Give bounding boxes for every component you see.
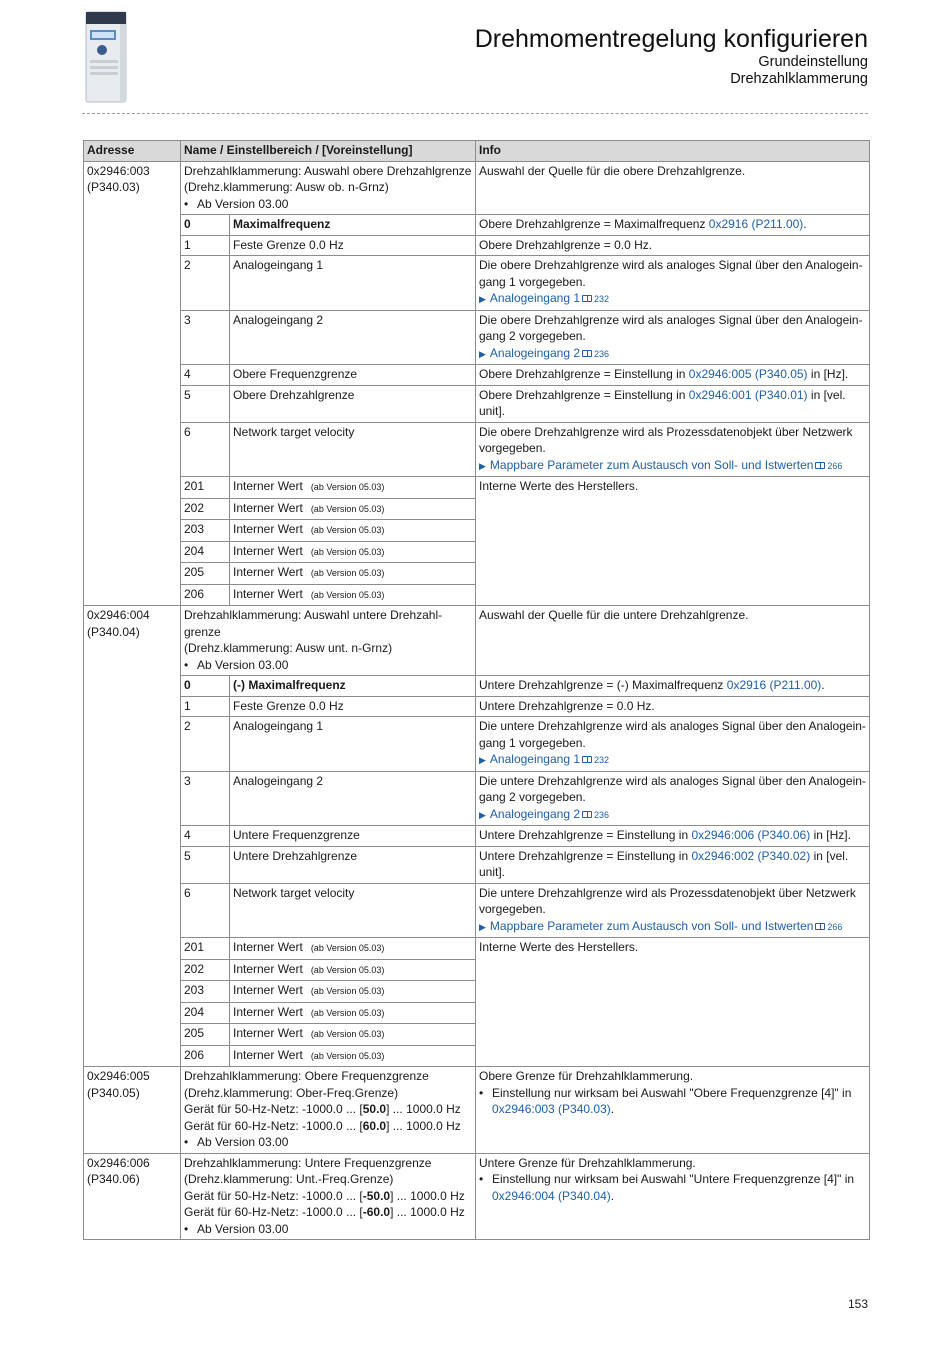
table-row: 2 Analogeingang 1 Die untere Drehzahlgrenze wird als analoges Signal über den Analogein- gang 1 vorgegeben. ▶ Analogeingang 1 232 (84, 717, 870, 772)
table-row (84, 1067, 870, 1154)
table-row: 202 Interner Wert (ab Version 05.03) (84, 959, 870, 981)
book-icon (582, 350, 592, 357)
parameter-link[interactable]: 0x2946:004 (P340.04) (492, 1188, 611, 1203)
cross-reference-link[interactable]: Analogeingang 1 (489, 291, 581, 305)
table-row: 201 Interner Wert (ab Version 05.03) Interne Werte des Herstellers. (84, 938, 870, 960)
book-icon (582, 811, 592, 818)
arrow-right-icon: ▶ (479, 809, 486, 820)
page-header (475, 24, 868, 88)
arrow-right-icon: ▶ (479, 348, 486, 359)
table-row: 206 Interner Wert (ab Version 05.03) (84, 584, 870, 606)
table-row (84, 161, 870, 215)
parameter-link[interactable]: 0x2916 (P211.00) (726, 678, 822, 692)
table-row: 1 Feste Grenze 0.0 Hz Untere Drehzahlgrenze = 0.0 Hz. (84, 696, 870, 717)
table-row: 205 Interner Wert (ab Version 05.03) (84, 1024, 870, 1046)
arrow-right-icon: ▶ (479, 921, 486, 932)
page-title: Drehmomentregelung konfigurieren (474, 25, 868, 53)
parameter-link[interactable]: 0x2946:001 (P340.01) (688, 387, 808, 402)
page-subtitle: Grundeinstellung (758, 54, 868, 70)
address-cell: 0x2946:003 (P340.03) (84, 161, 181, 606)
info-cell: Untere Grenze für Drehzahlklammerung. • Einstellung nur wirksam bei Auswahl "Untere Frequenzgrenze [4]" in 0x2946:004 (P340.04). (476, 1153, 870, 1240)
table-row: 1 Feste Grenze 0.0 Hz Obere Drehzahlgrenze = 0.0 Hz. (84, 235, 870, 256)
info-cell: Auswahl der Quelle für die obere Drehzahlgrenze. (476, 161, 870, 215)
page-subtitle-section: Drehzahlklammerung (730, 71, 868, 87)
book-icon (815, 923, 825, 930)
table-row: 203 Interner Wert (ab Version 05.03) (84, 520, 870, 542)
header-address: Adresse (84, 141, 181, 162)
address-cell: 0x2946:005 (P340.05) (84, 1067, 181, 1154)
name-cell: Drehzahlklammerung: Obere Frequenzgrenze (Drehz.klammerung: Ober-Freq.Grenze) Gerät für 50-Hz-Netz: -1000.0 ... [50.0] ... 1000.0 Hz Gerät für 60-Hz-Netz: -1000.0 ... [60.0] ... 1000.0 Hz • Ab Version 03.00 (181, 1067, 476, 1154)
table-row: 2 Analogeingang 1 Die obere Drehzahlgrenze wird als analoges Signal über den Analogein- gang 1 vorgegeben. ▶ Analogeingang 1 232 (84, 256, 870, 311)
arrow-right-icon: ▶ (479, 755, 486, 765)
table-row: 204 Interner Wert (ab Version 05.03) (84, 1002, 870, 1024)
name-cell: Drehzahlklammerung: Auswahl untere Drehzahl- grenze (Drehz.klammerung: Ausw unt. n-Grnz) • Ab Version 03.00 (181, 606, 476, 676)
table-row: 4 Untere Frequenzgrenze Untere Drehzahlgrenze = Einstellung in 0x2946:006 (P340.06) in [Hz]. (84, 826, 870, 847)
cross-reference-link[interactable]: Analogeingang 2 (489, 806, 581, 821)
table-row: 203 Interner Wert (ab Version 05.03) (84, 981, 870, 1003)
table-row: 205 Interner Wert (ab Version 05.03) (84, 563, 870, 585)
cross-reference-link[interactable]: Mappbare Parameter zum Austausch von Soll- und Istwerten (489, 918, 814, 933)
parameter-link[interactable]: 0x2946:003 (P340.03) (492, 1102, 611, 1116)
table-row: 5 Obere Drehzahlgrenze Obere Drehzahlgrenze = Einstellung in 0x2946:001 (P340.01) in [vel. unit]. (84, 385, 870, 422)
table-row: 3 Analogeingang 2 Die untere Drehzahlgrenze wird als analoges Signal über den Analogein- gang 2 vorgegeben. ▶ Analogeingang 2 236 (84, 771, 870, 826)
parameter-link[interactable]: 0x2916 (P211.00) (708, 217, 804, 231)
parameter-link[interactable]: 0x2946:005 (P340.05) (688, 367, 808, 381)
book-icon (815, 462, 825, 469)
product-image-inverter (82, 6, 132, 104)
book-icon (582, 295, 592, 302)
table-row: 0 Maximalfrequenz Obere Drehzahlgrenze = Maximalfrequenz 0x2916 (P211.00). (84, 215, 870, 236)
table-header-row (84, 141, 870, 162)
address-cell: 0x2946:006 (P340.06) (84, 1153, 181, 1240)
parameter-table (83, 140, 870, 1240)
header-divider (82, 113, 868, 114)
name-cell: Drehzahlklammerung: Auswahl obere Drehzahlgrenze (Drehz.klammerung: Ausw ob. n-Grnz) • Ab Version 03.00 (181, 161, 476, 215)
cross-reference-link[interactable]: Analogeingang 1 (489, 752, 581, 766)
table-row: 5 Untere Drehzahlgrenze Untere Drehzahlgrenze = Einstellung in 0x2946:002 (P340.02) in [vel. unit]. (84, 846, 870, 883)
book-icon (582, 756, 592, 763)
table-row: 6 Network target velocity Die obere Drehzahlgrenze wird als Prozessdatenobjekt über Netzwerk vorgegeben. ▶ Mappbare Parameter zum Austausch von Soll- und Istwerten 266 (84, 422, 870, 477)
arrow-right-icon: ▶ (479, 460, 486, 471)
table-row: 202 Interner Wert (ab Version 05.03) (84, 498, 870, 520)
arrow-right-icon: ▶ (479, 294, 486, 304)
table-row (84, 1153, 870, 1240)
table-row: 206 Interner Wert (ab Version 05.03) (84, 1045, 870, 1067)
name-cell: Drehzahlklammerung: Untere Frequenzgrenze (Drehz.klammerung: Unt.-Freq.Grenze) Gerät für 50-Hz-Netz: -1000.0 ... [-50.0] ... 1000.0 Hz Gerät für 60-Hz-Netz: -1000.0 ... [-60.0] ... 1000.0 Hz • Ab Version 03.00 (181, 1153, 476, 1240)
table-row (84, 606, 870, 676)
address-cell: 0x2946:004 (P340.04) (84, 606, 181, 1067)
parameter-link[interactable]: 0x2946:002 (P340.02) (691, 848, 811, 863)
table-row: 204 Interner Wert (ab Version 05.03) (84, 541, 870, 563)
table-row: 4 Obere Frequenzgrenze Obere Drehzahlgrenze = Einstellung in 0x2946:005 (P340.05) in [Hz]. (84, 365, 870, 386)
header-name: Name / Einstellbereich / [Voreinstellung] (181, 141, 476, 162)
table-row: 0 (-) Maximalfrequenz Untere Drehzahlgrenze = (-) Maximalfrequenz 0x2916 (P211.00). (84, 676, 870, 697)
table-row: 3 Analogeingang 2 Die obere Drehzahlgrenze wird als analoges Signal über den Analogein- gang 2 vorgegeben. ▶ Analogeingang 2 236 (84, 310, 870, 365)
table-row: 201 Interner Wert (ab Version 05.03) Interne Werte des Herstellers. (84, 477, 870, 499)
page-number: 153 (847, 1297, 868, 1311)
header-info: Info (476, 141, 870, 162)
info-cell: Auswahl der Quelle für die untere Drehzahlgrenze. (476, 606, 870, 676)
cross-reference-link[interactable]: Analogeingang 2 (489, 345, 581, 360)
info-cell: Obere Grenze für Drehzahlklammerung. • Einstellung nur wirksam bei Auswahl "Obere Frequenzgrenze [4]" in 0x2946:003 (P340.03). (476, 1067, 870, 1154)
cross-reference-link[interactable]: Mappbare Parameter zum Austausch von Soll- und Istwerten (489, 457, 814, 472)
parameter-link[interactable]: 0x2946:006 (P340.06) (691, 828, 811, 842)
table-row: 6 Network target velocity Die untere Drehzahlgrenze wird als Prozessdatenobjekt über Netzwerk vorgegeben. ▶ Mappbare Parameter zum Austausch von Soll- und Istwerten 266 (84, 883, 870, 938)
